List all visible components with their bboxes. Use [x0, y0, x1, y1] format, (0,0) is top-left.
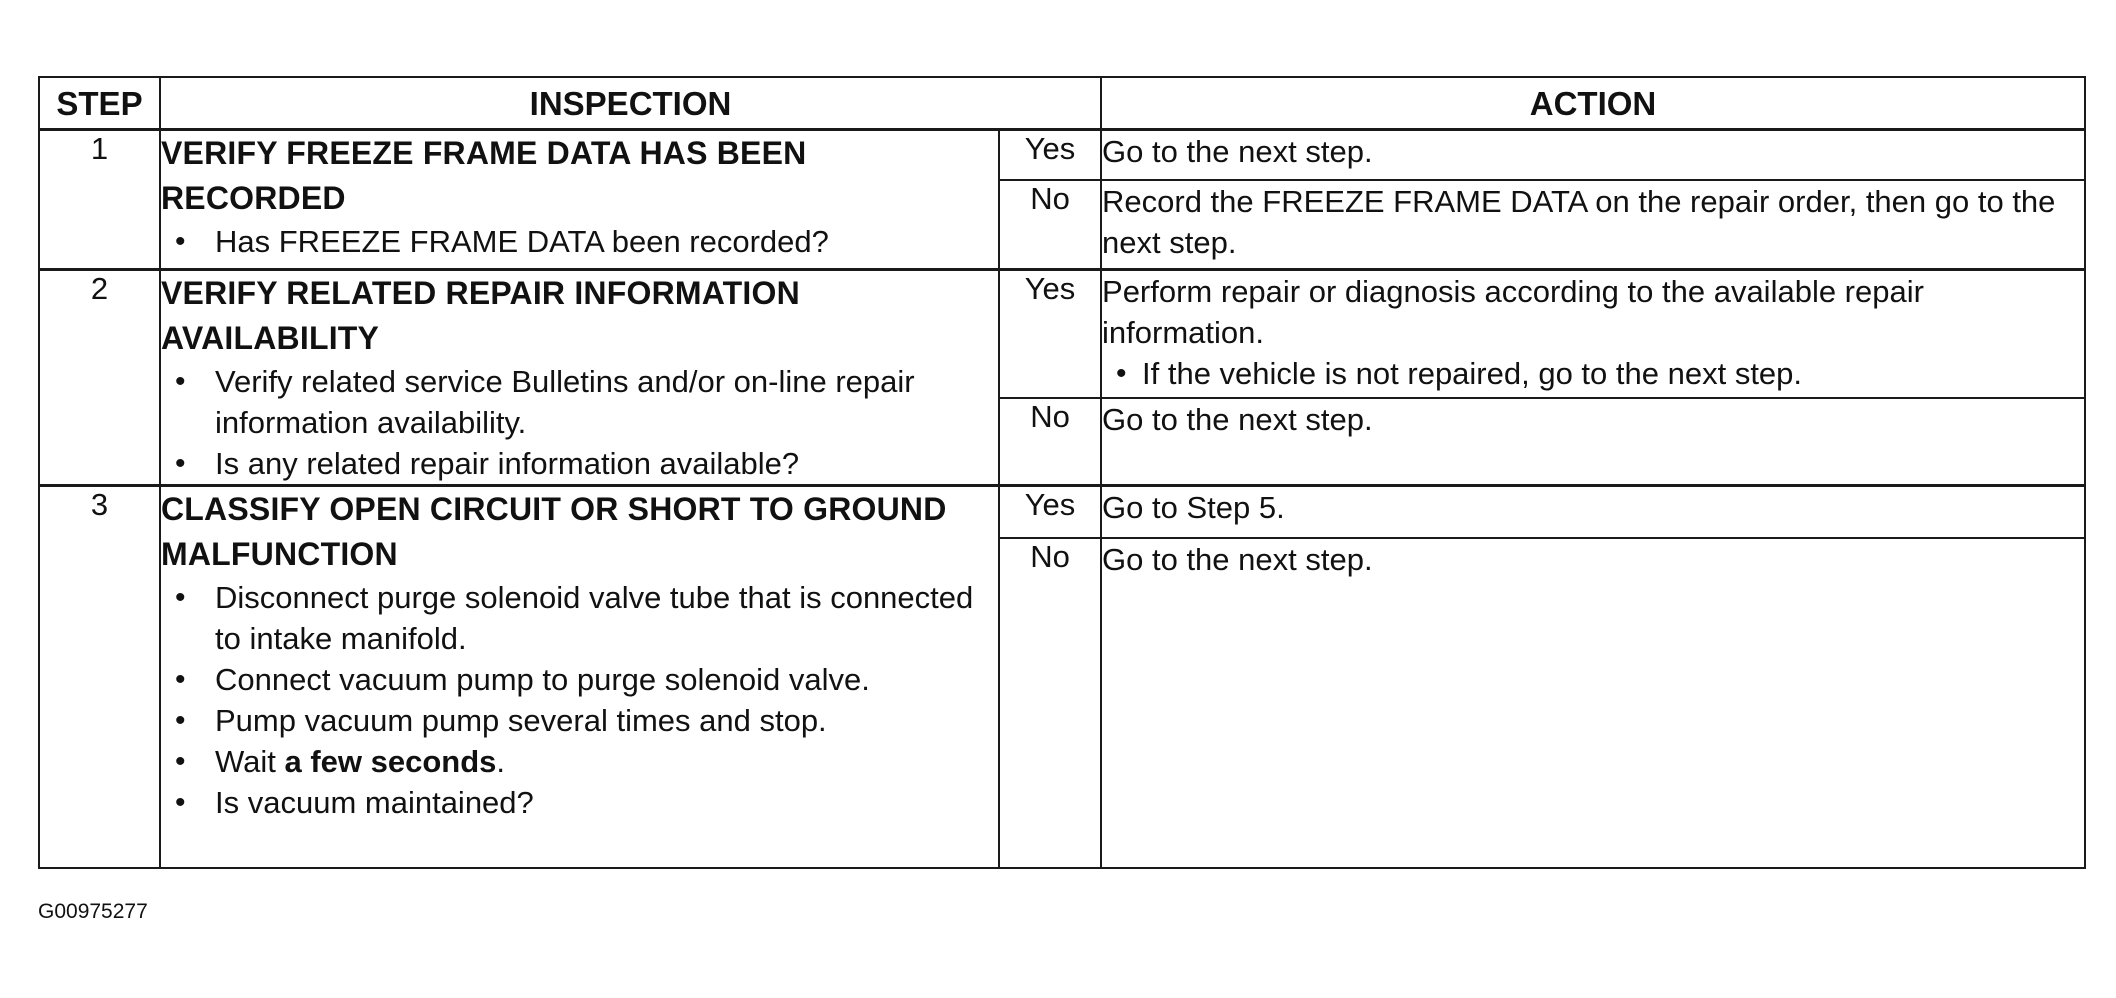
list-item: • Has FREEZE FRAME DATA been recorded?	[161, 221, 998, 262]
header-action: ACTION	[1101, 77, 2085, 130]
inspection-bullets	[161, 361, 998, 484]
list-item: • Disconnect purge solenoid valve tube that is connected to intake manifold.	[161, 577, 998, 659]
header-inspection: INSPECTION	[160, 77, 1101, 130]
no-label: No	[999, 180, 1101, 270]
inspection-cell	[160, 486, 999, 868]
list-item: • Verify related service Bulletins and/or on-line repair information availability.	[161, 361, 998, 443]
inspection-cell	[160, 130, 999, 270]
inspection-title: VERIFY FREEZE FRAME DATA HAS BEEN RECORDED	[161, 135, 807, 216]
yes-action: Go to Step 5.	[1101, 486, 2085, 538]
no-action: Record the FREEZE FRAME DATA on the repair order, then go to the next step.	[1101, 180, 2085, 270]
yes-action: Perform repair or diagnosis according to the available repair information.	[1102, 274, 1924, 350]
yes-label: Yes	[999, 270, 1101, 398]
inspection-cell	[160, 270, 999, 486]
wait-suffix: .	[496, 744, 506, 779]
list-item: • If the vehicle is not repaired, go to the next step.	[1102, 353, 2084, 394]
inspection-bullets	[161, 577, 998, 823]
action-bullets	[1102, 353, 2084, 394]
no-action: Go to the next step.	[1101, 538, 2085, 868]
yes-label: Yes	[999, 130, 1101, 180]
list-item: • Pump vacuum pump several times and stop.	[161, 700, 998, 741]
figure-id: G00975277	[38, 900, 148, 923]
yes-label: Yes	[999, 486, 1101, 538]
table-row	[39, 486, 2085, 538]
yes-action: Go to the next step.	[1101, 130, 2085, 180]
no-label: No	[999, 398, 1101, 486]
table-row	[39, 270, 2085, 398]
wait-emphasis: a few seconds	[284, 744, 497, 779]
no-label: No	[999, 538, 1101, 868]
wait-prefix: Wait	[215, 744, 285, 779]
no-action: Go to the next step.	[1101, 398, 2085, 486]
yes-action-cell	[1101, 270, 2085, 398]
list-item	[161, 741, 998, 782]
table-header-row	[39, 77, 2085, 130]
step-number: 3	[39, 486, 160, 868]
list-item: • Connect vacuum pump to purge solenoid valve.	[161, 659, 998, 700]
list-item: • Is any related repair information available?	[161, 443, 998, 484]
inspection-bullets	[161, 221, 998, 262]
list-item: • Is vacuum maintained?	[161, 782, 998, 823]
table-row	[39, 130, 2085, 180]
inspection-title: CLASSIFY OPEN CIRCUIT OR SHORT TO GROUND MALFUNCTION	[161, 491, 947, 572]
diagnostic-table	[38, 76, 2086, 869]
inspection-title: VERIFY RELATED REPAIR INFORMATION AVAILABILITY	[161, 275, 800, 356]
step-number: 1	[39, 130, 160, 270]
step-number: 2	[39, 270, 160, 486]
header-step: STEP	[39, 77, 160, 130]
